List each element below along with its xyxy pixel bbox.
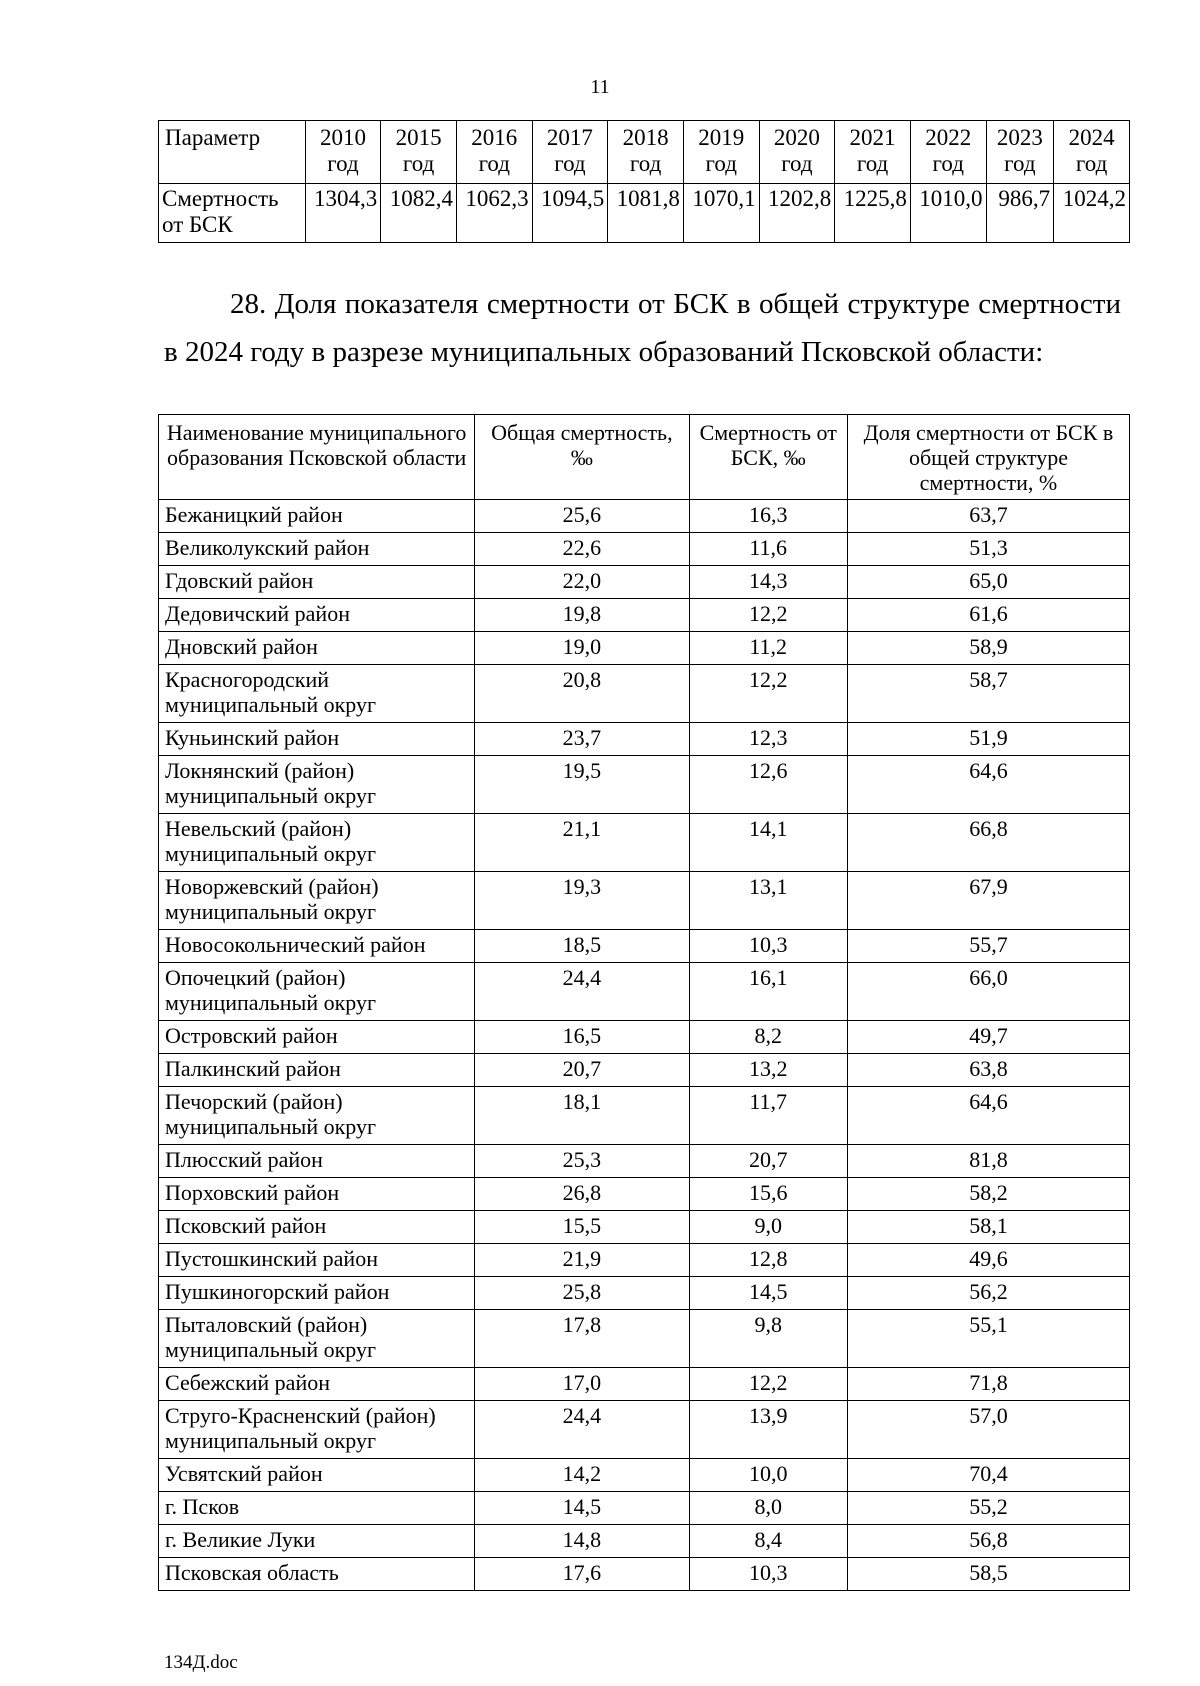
cell-total: 18,1 <box>475 1087 689 1145</box>
cell-share: 58,1 <box>847 1211 1129 1244</box>
cell-share: 63,7 <box>847 500 1129 533</box>
cell-name: Невельский (район) муниципальный округ <box>159 814 475 872</box>
cell-total: 20,7 <box>475 1054 689 1087</box>
cell-name: г. Великие Луки <box>159 1525 475 1558</box>
table-row <box>159 963 1130 1021</box>
cell-name: Пыталовский (район) муниципальный округ <box>159 1310 475 1368</box>
cell-bsk: 13,9 <box>689 1401 847 1459</box>
cell-bsk: 12,3 <box>689 723 847 756</box>
municipal-mortality-table <box>158 414 1130 1591</box>
table-row <box>159 1401 1130 1459</box>
cell-share: 55,2 <box>847 1492 1129 1525</box>
cell-total: 22,0 <box>475 566 689 599</box>
cell-bsk: 16,3 <box>689 500 847 533</box>
cell-share: 64,6 <box>847 1087 1129 1145</box>
cell-share: 58,7 <box>847 665 1129 723</box>
cell-name: Новоржевский (район) муниципальный округ <box>159 872 475 930</box>
cell-share: 51,9 <box>847 723 1129 756</box>
cell-share: 61,6 <box>847 599 1129 632</box>
cell-total: 22,6 <box>475 533 689 566</box>
cell-total: 14,2 <box>475 1459 689 1492</box>
cell-total: 19,3 <box>475 872 689 930</box>
year-header: 2023 год <box>986 121 1054 184</box>
cell-total: 21,1 <box>475 814 689 872</box>
param-header: Параметр <box>159 121 306 184</box>
cell-share: 49,6 <box>847 1244 1129 1277</box>
cell-share: 56,8 <box>847 1525 1129 1558</box>
cell-name: Плюсский район <box>159 1145 475 1178</box>
table-row <box>159 566 1130 599</box>
table-row <box>159 1310 1130 1368</box>
cell-total: 26,8 <box>475 1178 689 1211</box>
cell-total: 15,5 <box>475 1211 689 1244</box>
year-header: 2017 год <box>532 121 608 184</box>
year-value: 1062,3 <box>456 184 532 243</box>
cell-share: 71,8 <box>847 1368 1129 1401</box>
section-paragraph: 28. Доля показателя смертности от БСК в общей структуре смертности в 2024 году в разрезе муниципальных образований Псковской области: <box>164 288 1121 368</box>
cell-total: 21,9 <box>475 1244 689 1277</box>
cell-bsk: 11,6 <box>689 533 847 566</box>
cell-share: 58,9 <box>847 632 1129 665</box>
table-row <box>159 599 1130 632</box>
cell-name: Дедовичский район <box>159 599 475 632</box>
cell-bsk: 8,2 <box>689 1021 847 1054</box>
cell-total: 19,8 <box>475 599 689 632</box>
cell-share: 58,2 <box>847 1178 1129 1211</box>
table-row <box>159 1277 1130 1310</box>
table-row <box>159 756 1130 814</box>
cell-bsk: 14,5 <box>689 1277 847 1310</box>
year-value: 1070,1 <box>683 184 759 243</box>
cell-total: 14,5 <box>475 1492 689 1525</box>
cell-total: 18,5 <box>475 930 689 963</box>
cell-name: Порховский район <box>159 1178 475 1211</box>
table-row <box>159 184 1130 243</box>
table-body <box>159 500 1130 1591</box>
year-value: 1082,4 <box>381 184 457 243</box>
cell-bsk: 10,0 <box>689 1459 847 1492</box>
cell-bsk: 11,2 <box>689 632 847 665</box>
year-header: 2020 год <box>759 121 835 184</box>
cell-share: 51,3 <box>847 533 1129 566</box>
table-row <box>159 1178 1130 1211</box>
cell-name: Пустошкинский район <box>159 1244 475 1277</box>
cell-name: Опочецкий (район) муниципальный округ <box>159 963 475 1021</box>
cell-share: 81,8 <box>847 1145 1129 1178</box>
cell-total: 19,5 <box>475 756 689 814</box>
table-row <box>159 930 1130 963</box>
cell-total: 17,0 <box>475 1368 689 1401</box>
table-row <box>159 1145 1130 1178</box>
cell-name: Струго-Красненский (район) муниципальный округ <box>159 1401 475 1459</box>
cell-total: 25,3 <box>475 1145 689 1178</box>
cell-name: Пушкиногорский район <box>159 1277 475 1310</box>
year-value: 1081,8 <box>608 184 684 243</box>
year-header: 2015 год <box>381 121 457 184</box>
cell-name: Псковский район <box>159 1211 475 1244</box>
table-row <box>159 1558 1130 1591</box>
table-row <box>159 723 1130 756</box>
table-row <box>159 1368 1130 1401</box>
cell-share: 63,8 <box>847 1054 1129 1087</box>
cell-total: 17,8 <box>475 1310 689 1368</box>
cell-name: Гдовский район <box>159 566 475 599</box>
cell-total: 19,0 <box>475 632 689 665</box>
cell-total: 24,4 <box>475 963 689 1021</box>
year-header: 2018 год <box>608 121 684 184</box>
cell-share: 56,2 <box>847 1277 1129 1310</box>
table-row <box>159 1087 1130 1145</box>
cell-name: Великолукский район <box>159 533 475 566</box>
cell-total: 25,8 <box>475 1277 689 1310</box>
cell-share: 55,1 <box>847 1310 1129 1368</box>
table-row <box>159 1021 1130 1054</box>
cell-name: Палкинский район <box>159 1054 475 1087</box>
cell-name: Бежаницкий район <box>159 500 475 533</box>
table-row <box>159 814 1130 872</box>
table-row <box>159 632 1130 665</box>
cell-bsk: 11,7 <box>689 1087 847 1145</box>
year-value: 1010,0 <box>910 184 986 243</box>
table-row <box>159 665 1130 723</box>
year-value: 1225,8 <box>835 184 911 243</box>
cell-bsk: 14,1 <box>689 814 847 872</box>
cell-name: Островский район <box>159 1021 475 1054</box>
cell-bsk: 16,1 <box>689 963 847 1021</box>
cell-bsk: 12,2 <box>689 599 847 632</box>
table-row <box>159 1492 1130 1525</box>
header-total: Общая смертность, ‰ <box>475 415 689 500</box>
cell-name: Дновский район <box>159 632 475 665</box>
table-row <box>159 533 1130 566</box>
year-value: 1304,3 <box>305 184 381 243</box>
cell-share: 55,7 <box>847 930 1129 963</box>
cell-share: 66,8 <box>847 814 1129 872</box>
year-header: 2021 год <box>835 121 911 184</box>
cell-bsk: 12,6 <box>689 756 847 814</box>
cell-bsk: 20,7 <box>689 1145 847 1178</box>
header-row <box>159 415 1130 500</box>
year-header: 2019 год <box>683 121 759 184</box>
cell-name: Псковская область <box>159 1558 475 1591</box>
cell-total: 24,4 <box>475 1401 689 1459</box>
year-value: 1094,5 <box>532 184 608 243</box>
cell-bsk: 15,6 <box>689 1178 847 1211</box>
cell-share: 66,0 <box>847 963 1129 1021</box>
year-value: 986,7 <box>986 184 1054 243</box>
cell-share: 58,5 <box>847 1558 1129 1591</box>
cell-share: 65,0 <box>847 566 1129 599</box>
cell-bsk: 10,3 <box>689 930 847 963</box>
table-row <box>159 1459 1130 1492</box>
cell-share: 49,7 <box>847 1021 1129 1054</box>
header-share: Доля смертности от БСК в общей структуре смертности, % <box>847 415 1129 500</box>
row-label: Смертность от БСК <box>159 184 306 243</box>
year-header: 2016 год <box>456 121 532 184</box>
cell-total: 25,6 <box>475 500 689 533</box>
cell-bsk: 13,1 <box>689 872 847 930</box>
table-row <box>159 500 1130 533</box>
cell-bsk: 12,2 <box>689 1368 847 1401</box>
cell-bsk: 12,2 <box>689 665 847 723</box>
cell-bsk: 9,0 <box>689 1211 847 1244</box>
year-header-row <box>159 121 1130 184</box>
cell-name: Новосокольнический район <box>159 930 475 963</box>
table-row <box>159 872 1130 930</box>
mortality-by-year-table <box>158 120 1130 243</box>
cell-bsk: 8,4 <box>689 1525 847 1558</box>
cell-name: Красногородский муниципальный округ <box>159 665 475 723</box>
year-header: 2010 год <box>305 121 381 184</box>
table-row <box>159 1244 1130 1277</box>
year-header: 2024 год <box>1054 121 1130 184</box>
cell-bsk: 13,2 <box>689 1054 847 1087</box>
cell-share: 57,0 <box>847 1401 1129 1459</box>
cell-total: 23,7 <box>475 723 689 756</box>
year-header: 2022 год <box>910 121 986 184</box>
cell-total: 17,6 <box>475 1558 689 1591</box>
cell-share: 67,9 <box>847 872 1129 930</box>
cell-bsk: 8,0 <box>689 1492 847 1525</box>
cell-name: Локнянский (район) муниципальный округ <box>159 756 475 814</box>
table-row <box>159 1525 1130 1558</box>
cell-share: 70,4 <box>847 1459 1129 1492</box>
footer-filename: 134Д.doc <box>164 1652 238 1673</box>
year-value: 1202,8 <box>759 184 835 243</box>
header-name: Наименование муниципального образования Псковской области <box>159 415 475 500</box>
cell-bsk: 14,3 <box>689 566 847 599</box>
cell-name: Печорский (район) муниципальный округ <box>159 1087 475 1145</box>
cell-bsk: 10,3 <box>689 1558 847 1591</box>
table-row <box>159 1054 1130 1087</box>
cell-total: 16,5 <box>475 1021 689 1054</box>
page-number: 11 <box>590 76 610 98</box>
cell-total: 14,8 <box>475 1525 689 1558</box>
cell-total: 20,8 <box>475 665 689 723</box>
year-value: 1024,2 <box>1054 184 1130 243</box>
cell-name: г. Псков <box>159 1492 475 1525</box>
header-bsk: Смертность от БСК, ‰ <box>689 415 847 500</box>
cell-name: Себежский район <box>159 1368 475 1401</box>
cell-name: Усвятский район <box>159 1459 475 1492</box>
table-row <box>159 1211 1130 1244</box>
cell-share: 64,6 <box>847 756 1129 814</box>
cell-bsk: 9,8 <box>689 1310 847 1368</box>
cell-bsk: 12,8 <box>689 1244 847 1277</box>
cell-name: Куньинский район <box>159 723 475 756</box>
